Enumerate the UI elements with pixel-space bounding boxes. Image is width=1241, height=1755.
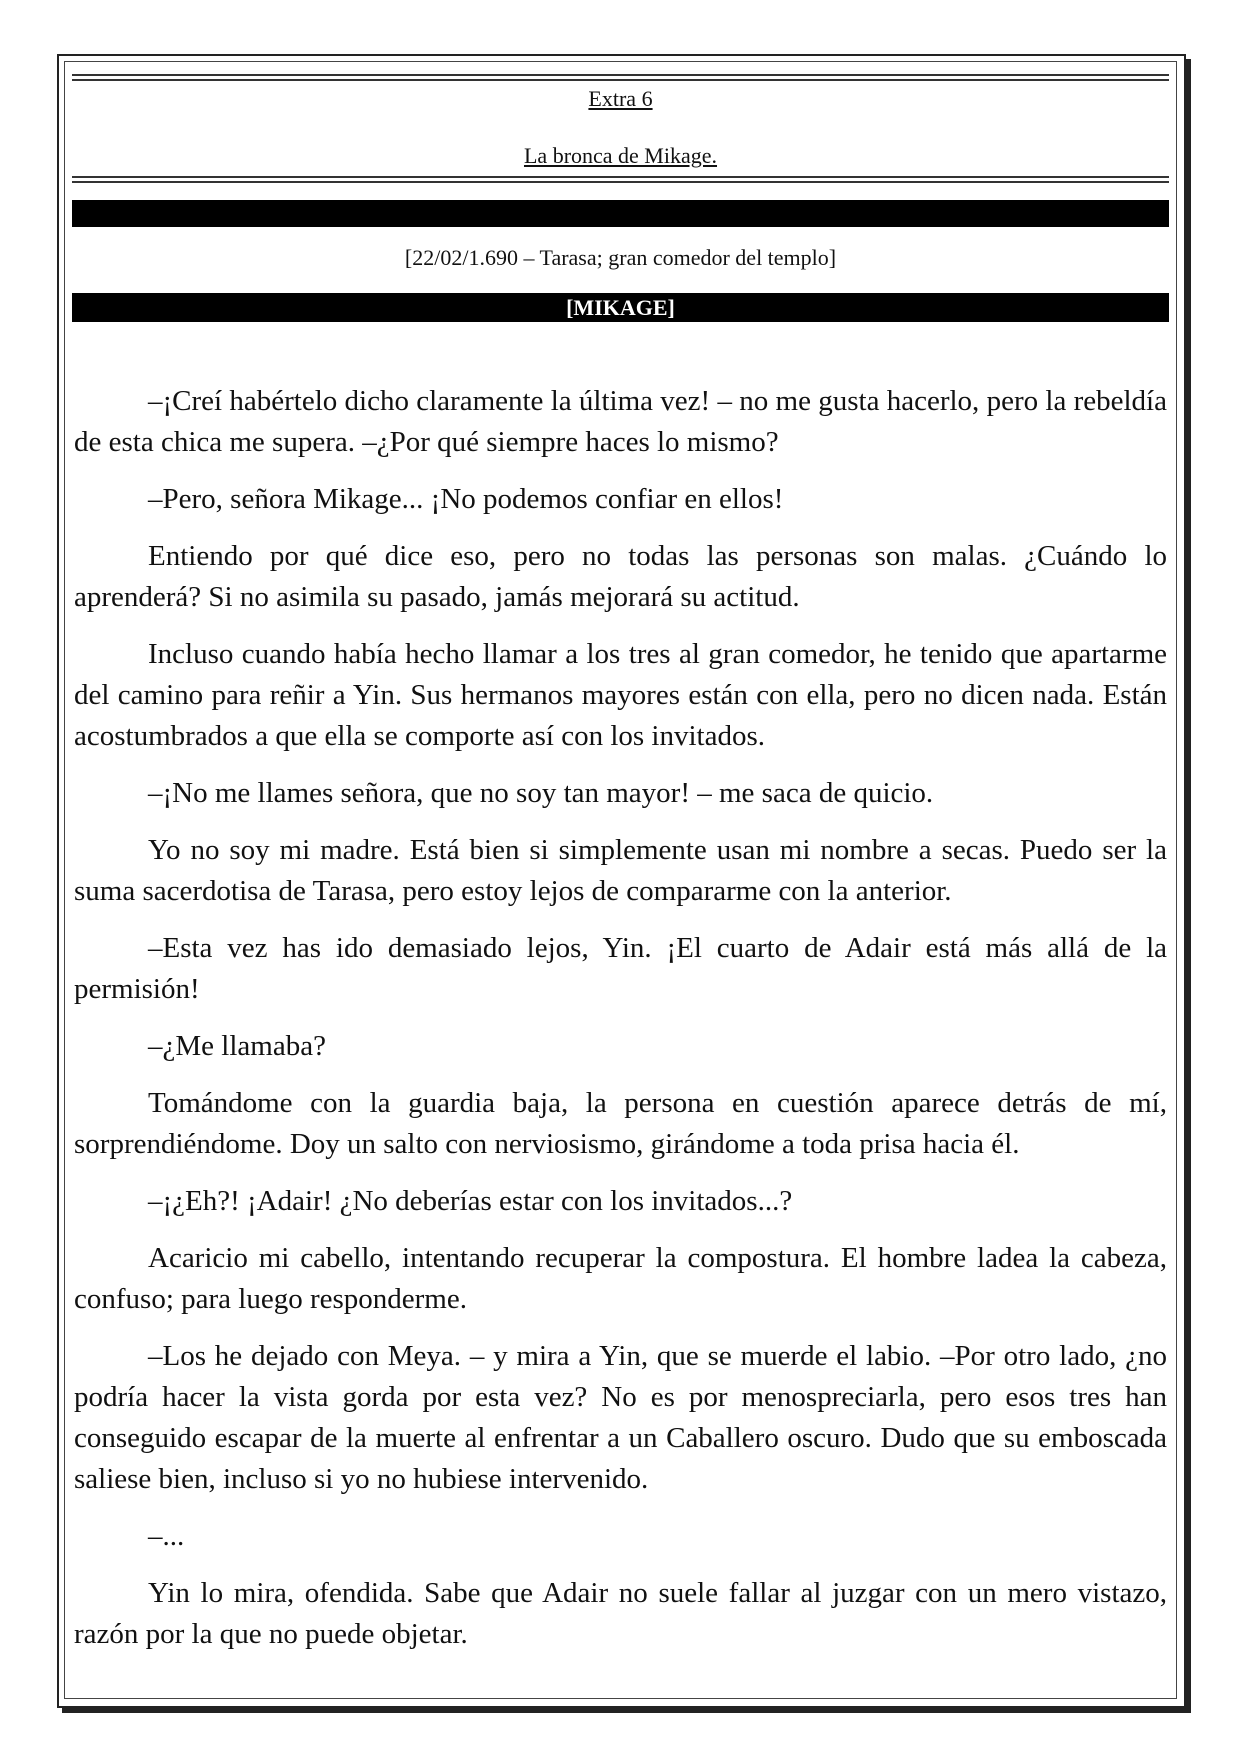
paragraph: –... bbox=[148, 1520, 185, 1552]
paragraph: –Pero, señora Mikage... ¡No podemos confiar en ellos! bbox=[148, 483, 784, 515]
paragraph: Tomándome con la guardia baja, la persona en cuestión aparece detrás de mí, sorprendiéndome. Doy un salto con nerviosismo, girándome a toda prisa hacia él. bbox=[74, 1087, 1167, 1160]
chapter-title: La bronca de Mikage. bbox=[523, 143, 718, 168]
story-body bbox=[74, 381, 1167, 1671]
paragraph: –Esta vez has ido demasiado lejos, Yin. ¡El cuarto de Adair está más allá de la permisión! bbox=[74, 932, 1167, 1005]
paragraph: Entiendo por qué dice eso, pero no todas las personas son malas. ¿Cuándo lo aprenderá? Si no asimila su pasado, jamás mejorará su actitud. bbox=[74, 540, 1167, 613]
paragraph: –¡¿Eh?! ¡Adair! ¿No deberías estar con los invitados...? bbox=[148, 1185, 793, 1217]
extra-label: Extra 6 bbox=[588, 86, 653, 111]
section-separator-bar bbox=[72, 200, 1169, 227]
paragraph: Yin lo mira, ofendida. Sabe que Adair no suele fallar al juzgar con un mero vistazo, razón por la que no puede objetar. bbox=[74, 1577, 1167, 1650]
top-double-rule bbox=[72, 74, 1169, 81]
paragraph: –Los he dejado con Meya. – y mira a Yin, que se muerde el labio. –Por otro lado, ¿no podría hacer la vista gorda por esta vez? No es por menospreciarla, pero esos tres han conseguido escapar de la muerte al enfrentar a un Caballero oscuro. Dudo que su emboscada saliese bien, incluso si yo no hubiese intervenido. bbox=[74, 1340, 1167, 1495]
narrator-banner: [MIKAGE] bbox=[72, 293, 1169, 322]
paragraph: Incluso cuando había hecho llamar a los tres al gran comedor, he tenido que apartarme del camino para reñir a Yin. Sus hermanos mayores están con ella, pero no dicen nada. Están acostumbrados a que ella se comporte así con los invitados. bbox=[74, 638, 1167, 752]
scene-location: [22/02/1.690 – Tarasa; gran comedor del templo] bbox=[404, 245, 837, 270]
paragraph: –¡No me llames señora, que no soy tan mayor! – me saca de quicio. bbox=[148, 777, 934, 809]
bottom-double-rule bbox=[72, 176, 1169, 183]
paragraph: Yo no soy mi madre. Está bien si simplemente usan mi nombre a secas. Puedo ser la suma sacerdotisa de Tarasa, pero estoy lejos de compararme con la anterior. bbox=[74, 834, 1167, 907]
paragraph: Acaricio mi cabello, intentando recuperar la compostura. El hombre ladea la cabeza, confuso; para luego responderme. bbox=[74, 1242, 1167, 1315]
paragraph: –¡Creí habértelo dicho claramente la última vez! – no me gusta hacerlo, pero la rebeldía de esta chica me supera. –¿Por qué siempre haces lo mismo? bbox=[74, 385, 1167, 458]
paragraph: –¿Me llamaba? bbox=[148, 1030, 326, 1062]
